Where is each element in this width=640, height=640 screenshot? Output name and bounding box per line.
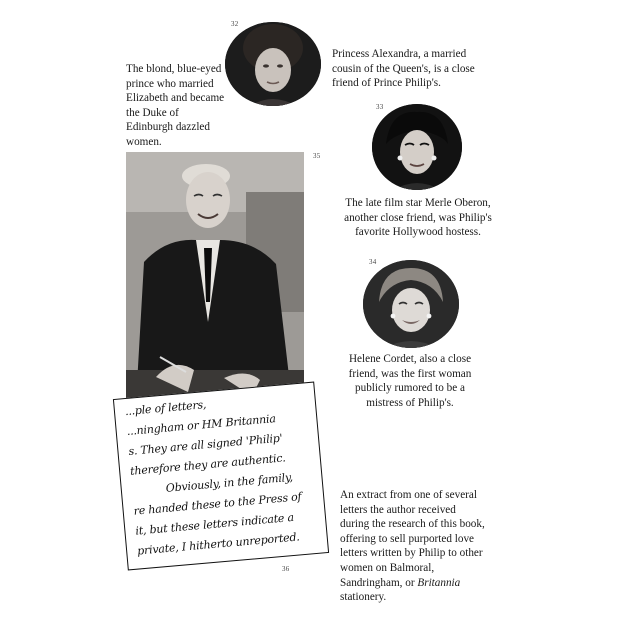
caption-helene-cordet: Helene Cordet, also a close friend, was the first woman publicly rumored to be a mistress of Philip's. [348,353,472,409]
letter-line: re handed these to the Press of [133,490,302,518]
caption-letter-extract [340,488,486,605]
page-number-34: 34 [369,258,377,266]
letter-line: Obviously, in the family, [165,470,294,495]
portrait-merle-oberon [372,104,462,190]
letter-line: therefore they are authentic. [129,451,287,478]
portrait-princess-alexandra [225,22,321,106]
letter-line: private, I hitherto unreported. [136,530,301,558]
caption-merle-oberon: The late film star Merle Oberon, another close friend, was Philip's favorite Hollywood hostess. [344,197,492,239]
page-number-35: 35 [313,152,321,160]
caption-extract-end: stationery. [340,591,387,604]
handwritten-letter-extract [113,382,329,571]
letter-line: ...ple of letters, [124,398,207,419]
letter-line: it, but these letters indicate a [134,510,295,538]
portrait-helene-cordet [363,260,459,348]
page-number-33: 33 [376,103,384,111]
letter-line: s. They are all signed 'Philip' [127,431,283,458]
caption-princess-alexandra: Princess Alexandra, a married cousin of the Queen's, is a close friend of Prince Philip's. [332,48,475,90]
letter-line: ...ningham or HM Britannia [126,412,277,439]
page-number-32: 32 [231,20,239,28]
photo-prince-philip-at-desk [126,152,304,402]
page-number-36: 36 [282,565,290,573]
caption-prince-dazzled: The blond, blue-eyed prince who married Elizabeth and became the Duke of Edinburgh dazzled women. [126,63,225,148]
caption-extract-main: An extract from one of several letters the author received during the research of this book, offering to sell purported love letters written by Philip to other women on Balmoral, Sandringham, or [340,489,485,589]
caption-extract-britannia: Britannia [417,576,461,589]
